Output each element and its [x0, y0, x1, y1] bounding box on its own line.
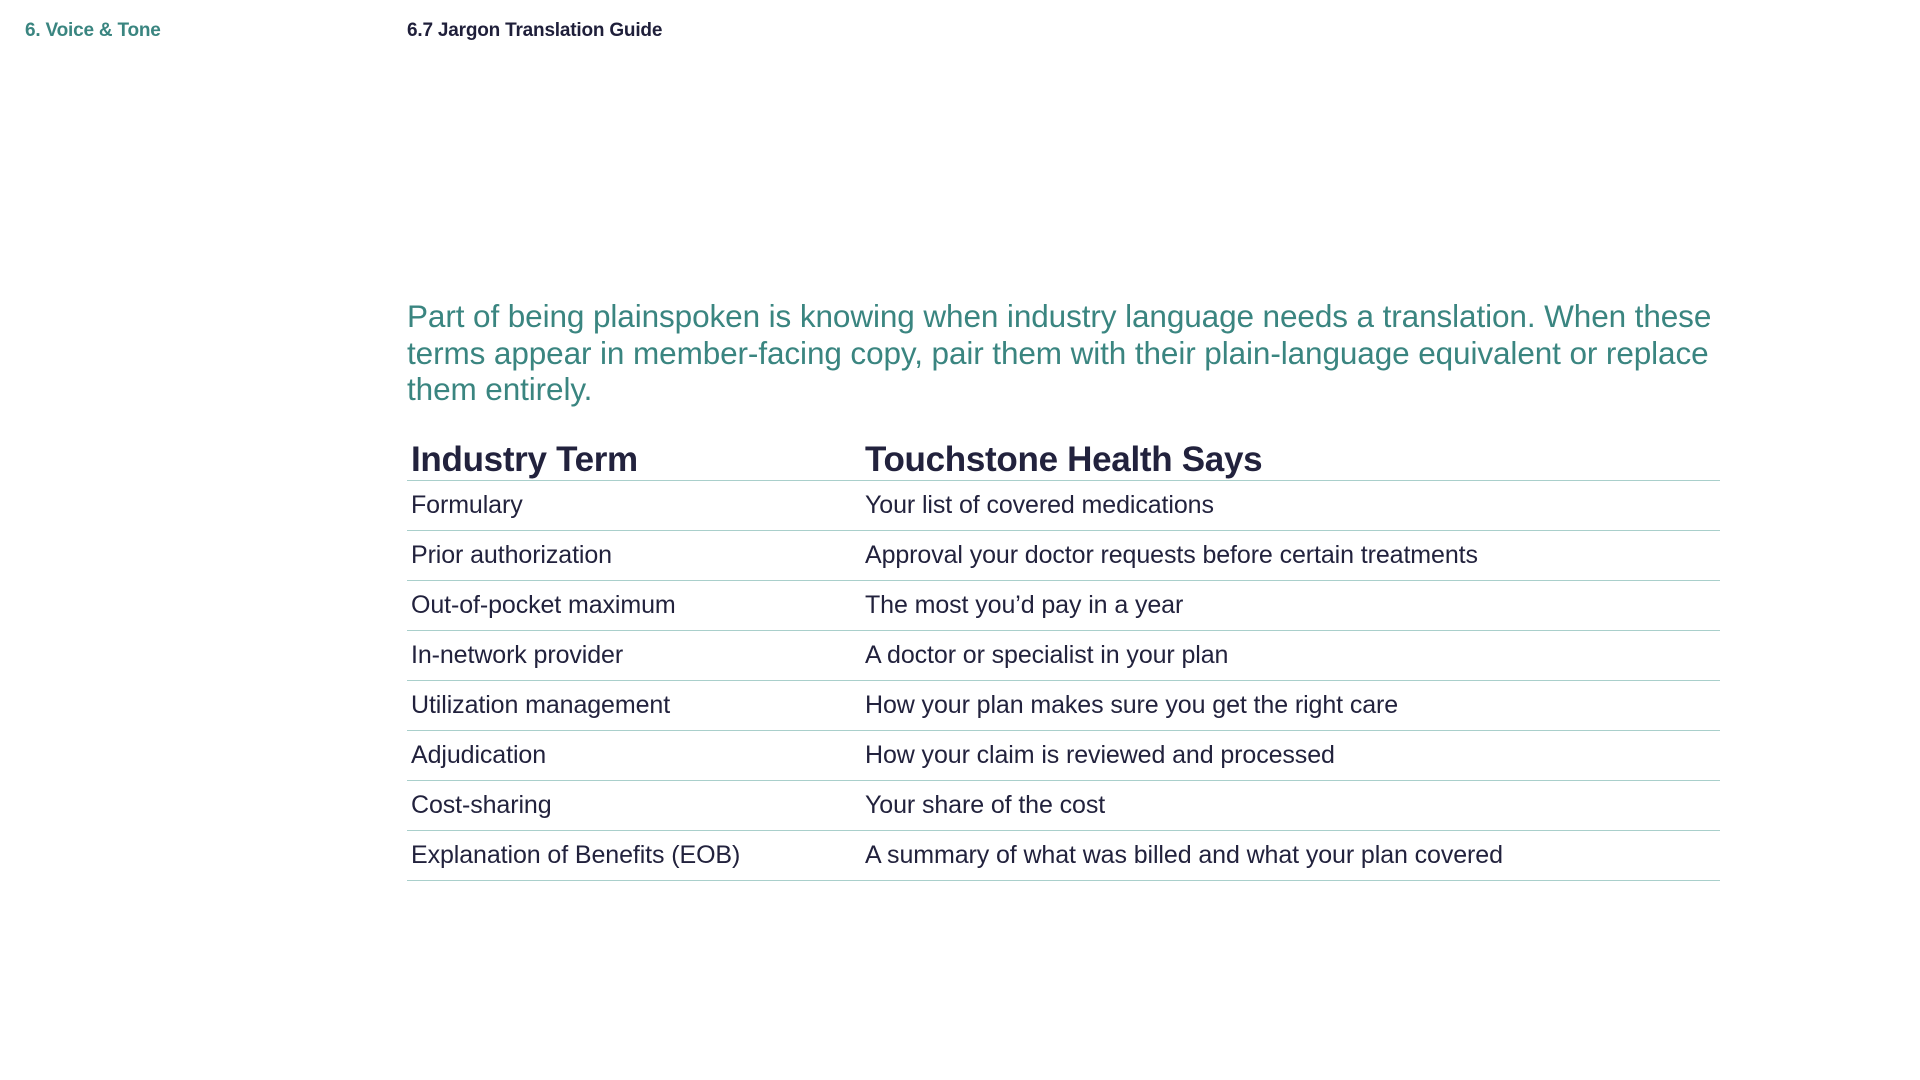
industry-term-cell: In-network provider: [407, 631, 861, 681]
table-row: [407, 631, 1720, 681]
plain-language-cell: How your plan makes sure you get the right care: [861, 681, 1720, 731]
industry-term-cell: Prior authorization: [407, 531, 861, 581]
column-header-touchstone-says: Touchstone Health Says: [861, 430, 1720, 481]
plain-language-cell: Your list of covered medications: [861, 481, 1720, 531]
plain-language-cell: Approval your doctor requests before certain treatments: [861, 531, 1720, 581]
intro-paragraph: Part of being plainspoken is knowing when industry language needs a translation. When these terms appear in member-facing copy, pair them with their plain-language equivalent or replace them entirely.: [407, 298, 1712, 407]
plain-language-cell: A doctor or specialist in your plan: [861, 631, 1720, 681]
plain-language-cell: Your share of the cost: [861, 781, 1720, 831]
table-row: [407, 531, 1720, 581]
industry-term-cell: Out-of-pocket maximum: [407, 581, 861, 631]
plain-language-cell: The most you’d pay in a year: [861, 581, 1720, 631]
industry-term-cell: Utilization management: [407, 681, 861, 731]
table-row: [407, 681, 1720, 731]
table-row: [407, 781, 1720, 831]
jargon-table: [407, 430, 1720, 881]
industry-term-cell: Adjudication: [407, 731, 861, 781]
industry-term-cell: Cost-sharing: [407, 781, 861, 831]
column-header-industry-term: Industry Term: [407, 430, 861, 481]
table-row: [407, 731, 1720, 781]
table-row: [407, 831, 1720, 881]
industry-term-cell: Formulary: [407, 481, 861, 531]
table-row: [407, 581, 1720, 631]
plain-language-cell: How your claim is reviewed and processed: [861, 731, 1720, 781]
table-row: [407, 481, 1720, 531]
industry-term-cell: Explanation of Benefits (EOB): [407, 831, 861, 881]
section-label: 6. Voice & Tone: [25, 20, 161, 41]
plain-language-cell: A summary of what was billed and what your plan covered: [861, 831, 1720, 881]
table-header-row: [407, 430, 1720, 481]
page-title: 6.7 Jargon Translation Guide: [407, 20, 663, 41]
